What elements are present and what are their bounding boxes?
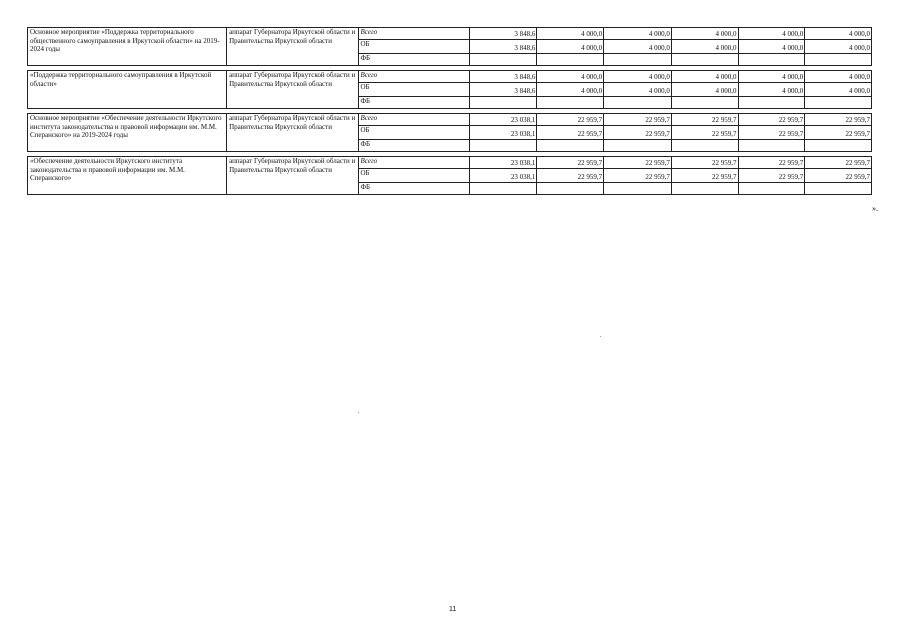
amount-cell: 22 959,7 (671, 169, 738, 183)
amount-cell (738, 183, 805, 195)
amount-cell: 4 000,0 (738, 40, 805, 54)
executor-cell: аппарат Губернатора Иркутской области и Правительства Иркутской области (227, 114, 358, 152)
amount-cell: 22 959,7 (671, 114, 738, 126)
amount-cell: 22 959,7 (805, 114, 872, 126)
amount-cell (537, 183, 604, 195)
amount-cell (604, 140, 672, 152)
amount-cell: 4 000,0 (805, 71, 872, 83)
amount-cell: 4 000,0 (537, 83, 604, 97)
amount-cell: 4 000,0 (671, 28, 738, 40)
amount-cell: 4 000,0 (604, 40, 672, 54)
amount-cell: 4 000,0 (537, 40, 604, 54)
amount-cell: 22 959,7 (604, 169, 672, 183)
amount-cell (604, 97, 672, 109)
funding-source-cell: Всего (358, 157, 469, 169)
amount-cell: 4 000,0 (537, 28, 604, 40)
amount-cell: 22 959,7 (738, 114, 805, 126)
amount-cell (671, 183, 738, 195)
amount-cell: 4 000,0 (738, 83, 805, 97)
funding-source-cell: ОБ (358, 126, 469, 140)
funding-source-cell: Всего (358, 71, 469, 83)
funding-source-cell: ОБ (358, 169, 469, 183)
amount-cell: 4 000,0 (738, 28, 805, 40)
amount-cell: 4 000,0 (671, 40, 738, 54)
amount-cell: 22 959,7 (537, 157, 604, 169)
amount-cell (738, 54, 805, 66)
amount-cell: 22 959,7 (537, 126, 604, 140)
scan-speck (600, 336, 601, 337)
amount-cell (738, 140, 805, 152)
table-row (28, 71, 872, 83)
amount-cell: 22 959,7 (738, 126, 805, 140)
executor-cell: аппарат Губернатора Иркутской области и Правительства Иркутской области (227, 28, 358, 66)
amount-cell (537, 140, 604, 152)
activity-name-cell: Основное мероприятие «Обеспечение деятельности Иркутского института законодательства и правовой информации им. М.М. Сперанского» на 2019-2024 годы (28, 114, 227, 152)
amount-cell: 3 848,6 (469, 83, 537, 97)
amount-cell (805, 54, 872, 66)
amount-cell: 22 959,7 (805, 169, 872, 183)
amount-cell (469, 183, 537, 195)
amount-cell: 3 848,6 (469, 40, 537, 54)
amount-cell (671, 54, 738, 66)
amount-cell (738, 97, 805, 109)
table-body (28, 28, 872, 195)
amount-cell: 4 000,0 (805, 40, 872, 54)
amount-cell: 22 959,7 (805, 157, 872, 169)
funding-source-cell: ФБ (358, 183, 469, 195)
amount-cell: 23 038,1 (469, 126, 537, 140)
amount-cell: 23 038,1 (469, 169, 537, 183)
amount-cell (805, 183, 872, 195)
amount-cell: 4 000,0 (604, 71, 672, 83)
amount-cell (537, 54, 604, 66)
activity-name-cell: Основное мероприятие «Поддержка территориального общественного самоуправления в Иркутской области» на 2019-2024 годы (28, 28, 227, 66)
amount-cell: 4 000,0 (671, 83, 738, 97)
amount-cell: 4 000,0 (604, 83, 672, 97)
amount-cell: 4 000,0 (805, 83, 872, 97)
budget-table (27, 27, 872, 195)
page-number: 11 (449, 606, 457, 613)
funding-source-cell: Всего (358, 114, 469, 126)
amount-cell (537, 97, 604, 109)
funding-source-cell: ОБ (358, 83, 469, 97)
amount-cell: 23 038,1 (469, 157, 537, 169)
amount-cell: 22 959,7 (671, 126, 738, 140)
amount-cell: 22 959,7 (738, 157, 805, 169)
amount-cell (671, 97, 738, 109)
funding-source-cell: ОБ (358, 40, 469, 54)
activity-name-cell: «Поддержка территориального самоуправления в Иркутской области» (28, 71, 227, 109)
amount-cell: 22 959,7 (537, 114, 604, 126)
amount-cell: 23 038,1 (469, 114, 537, 126)
amount-cell: 4 000,0 (604, 28, 672, 40)
amount-cell (805, 97, 872, 109)
amount-cell (671, 140, 738, 152)
amount-cell: 22 959,7 (805, 126, 872, 140)
amount-cell: 22 959,7 (537, 169, 604, 183)
amount-cell: 22 959,7 (604, 126, 672, 140)
table-row (28, 114, 872, 126)
table-row (28, 157, 872, 169)
amount-cell: 22 959,7 (738, 169, 805, 183)
amount-cell: 22 959,7 (604, 157, 672, 169)
amount-cell: 3 848,6 (469, 71, 537, 83)
amount-cell: 4 000,0 (537, 71, 604, 83)
amount-cell: 22 959,7 (604, 114, 672, 126)
scan-speck (358, 412, 359, 413)
amount-cell (469, 140, 537, 152)
funding-source-cell: ФБ (358, 97, 469, 109)
amount-cell: 22 959,7 (671, 157, 738, 169)
funding-source-cell: ФБ (358, 54, 469, 66)
executor-cell: аппарат Губернатора Иркутской области и Правительства Иркутской области (227, 157, 358, 195)
amount-cell (805, 140, 872, 152)
amount-cell (604, 54, 672, 66)
amount-cell: 3 848,6 (469, 28, 537, 40)
amount-cell (469, 97, 537, 109)
amount-cell: 4 000,0 (738, 71, 805, 83)
closing-quote: ». (872, 204, 878, 213)
activity-name-cell: «Обеспечение деятельности Иркутского института законодательства и правовой информации им. М.М. Сперанского» (28, 157, 227, 195)
amount-cell (469, 54, 537, 66)
table-row (28, 28, 872, 40)
amount-cell: 4 000,0 (671, 71, 738, 83)
amount-cell: 4 000,0 (805, 28, 872, 40)
funding-source-cell: ФБ (358, 140, 469, 152)
executor-cell: аппарат Губернатора Иркутской области и Правительства Иркутской области (227, 71, 358, 109)
amount-cell (604, 183, 672, 195)
funding-source-cell: Всего (358, 28, 469, 40)
